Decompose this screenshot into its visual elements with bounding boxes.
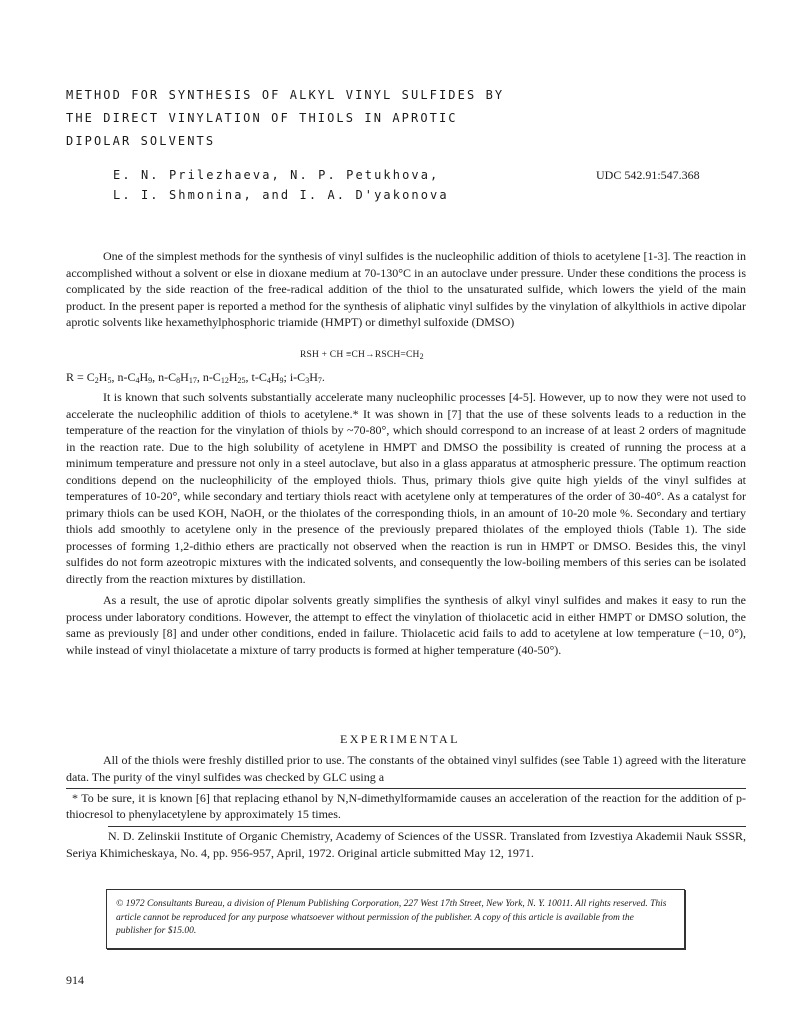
article-title bbox=[66, 84, 626, 153]
footnote-text: * To be sure, it is known [6] that replacing ethanol by N,N-dimethylformamide causes an acceleration of the reaction for the addition of p-thiocresol to phenylacetylene by approximately 15 times. bbox=[66, 791, 746, 821]
author-line: E. N. Prilezhaeva, N. P. Petukhova, bbox=[113, 168, 440, 182]
udc-code: UDC 542.91:547.368 bbox=[596, 168, 700, 182]
r-group-item: $n-C_8H_{17}$, bbox=[158, 370, 203, 385]
r-group-item: $i-C_3H_7$. bbox=[289, 370, 325, 385]
reaction-equation bbox=[300, 350, 424, 360]
author-list bbox=[113, 165, 449, 205]
r-group-item: $n-C_4H_9$, bbox=[117, 370, 159, 385]
r-group-list bbox=[66, 370, 325, 385]
section-heading: EXPERIMENTAL bbox=[340, 732, 460, 746]
equation-subscript: 2 bbox=[419, 352, 424, 361]
r-group-item: $t-C_4H_9$; bbox=[251, 370, 290, 385]
author-line: L. I. Shmonina, and I. A. D'yakonova bbox=[113, 188, 449, 202]
title-line: METHOD FOR SYNTHESIS OF ALKYL VINYL SULFIDES BY bbox=[66, 88, 505, 102]
title-line: DIPOLAR SOLVENTS bbox=[66, 134, 216, 148]
experimental-paragraph-block bbox=[66, 752, 746, 785]
main-paragraph-block bbox=[66, 389, 746, 658]
copyright-text: © 1972 Consultants Bureau, a division of Plenum Publishing Corporation, 227 West 17th Street, New York, N. Y. 10011. All rights reserved. This article cannot be reproduced for any purpose whatsoever without permission of the publisher. A copy of this article is available from the publisher for $15.00. bbox=[116, 899, 667, 936]
r-group-lead: R = bbox=[66, 370, 87, 384]
footnote bbox=[66, 790, 746, 822]
affiliation-divider bbox=[108, 826, 746, 827]
footnote-divider bbox=[66, 788, 746, 789]
r-group-item: $n-C_{12}H_{25}$, bbox=[202, 370, 252, 385]
page-number: 914 bbox=[66, 973, 84, 987]
affiliation-text: N. D. Zelinskii Institute of Organic Chemistry, Academy of Sciences of the USSR. Translated from Izvestiya Akademii Nauk SSSR, Seriya Khimicheskaya, No. 4, pp. 956-957, April, 1972. Original article submitted May 12, 1971. bbox=[66, 829, 746, 860]
body-paragraph: As a result, the use of aprotic dipolar solvents greatly simplifies the synthesis of alkyl vinyl sulfides and makes it easy to run the process under laboratory conditions. However, the attempt to effect the vinylation of thiolacetic acid in either HMPT or DMSO solution, the same as previously [8] and under other conditions, ended in failure. Thiolacetic acid fails to add to acetylene at low temperature (−10, 0°), while instead of vinyl thiolacetate a mixture of tarry products is formed at higher temperature (40-50°). bbox=[66, 593, 746, 657]
intro-paragraph-block bbox=[66, 248, 746, 331]
r-group-item: $C_2H_5$, bbox=[86, 370, 118, 385]
affiliation-note bbox=[66, 828, 746, 861]
equation-text: RSH + CH ≡CH→RSCH=CH bbox=[300, 350, 420, 360]
body-paragraph: All of the thiols were freshly distilled prior to use. The constants of the obtained vinyl sulfides (see Table 1) agreed with the literature data. The purity of the vinyl sulfides was checked by GLC using a bbox=[66, 753, 746, 784]
body-paragraph: One of the simplest methods for the synthesis of vinyl sulfides is the nucleophilic addition of thiols to acetylene [1-3]. The reaction in accomplished without a solvent or else in dioxane medium at 70-130°C in an autoclave under pressure. Under these conditions the process is complicated by the side reaction of the free-radical addition of the thiol to the unsaturated sulfide, which lowers the yield of the main product. In the present paper is reported a method for the synthesis of aliphatic vinyl sulfides by the vinylation of alkylthiols in active dipolar aprotic solvents like hexamethylphosphoric triamide (HMPT) or dimethyl sulfoxide (DMSO) bbox=[66, 249, 746, 329]
copyright-box bbox=[106, 889, 685, 949]
body-paragraph: It is known that such solvents substantially accelerate many nucleophilic processes [4-5]. However, up to now they were not used to accelerate the nucleophilic addition of thiols to acetylene.* It was shown in [7] that the use of these solvents leads to a reduction in the temperature of the reaction for the vinylation of thiols by ~70-80°, which should correspond to an increase of at least 2 orders of magnitude in the reaction rate. Due to the high solubility of acetylene in HMPT and DMSO the possibility is created of running the process at a minimum temperature and pressure not only in a steel autoclave, but also in a glass apparatus at atmospheric pressure. The optimum reaction conditions depend on the nucleophilicity of the employed thiols. Thus, primary thiols give quite high yields of the vinyl sulfides at temperatures of 10-20°, while secondary and tertiary thiols react with acetylene only at temperatures of the order of 30-40°. As a catalyst for primary thiols can be used KOH, NaOH, or the thiolates of the corresponding thiols, in an amount of 10-20 mole %. Secondary and tertiary thiols add smoothly to acetylene only in the presence of the previously prepared thiolates of the employed thiols (Table 1). The side processes of forming 1,2-dithio ethers are practically not observed when the reaction is run in HMPT or DMSO. Besides this, the vinyl sulfides do not form azeotropic mixtures with the indicated solvents, and consequently the low-boiling members of this series can be isolated directly from the reaction mixtures by distillation. bbox=[66, 390, 746, 586]
title-line: THE DIRECT VINYLATION OF THIOLS IN APROTIC bbox=[66, 111, 458, 125]
